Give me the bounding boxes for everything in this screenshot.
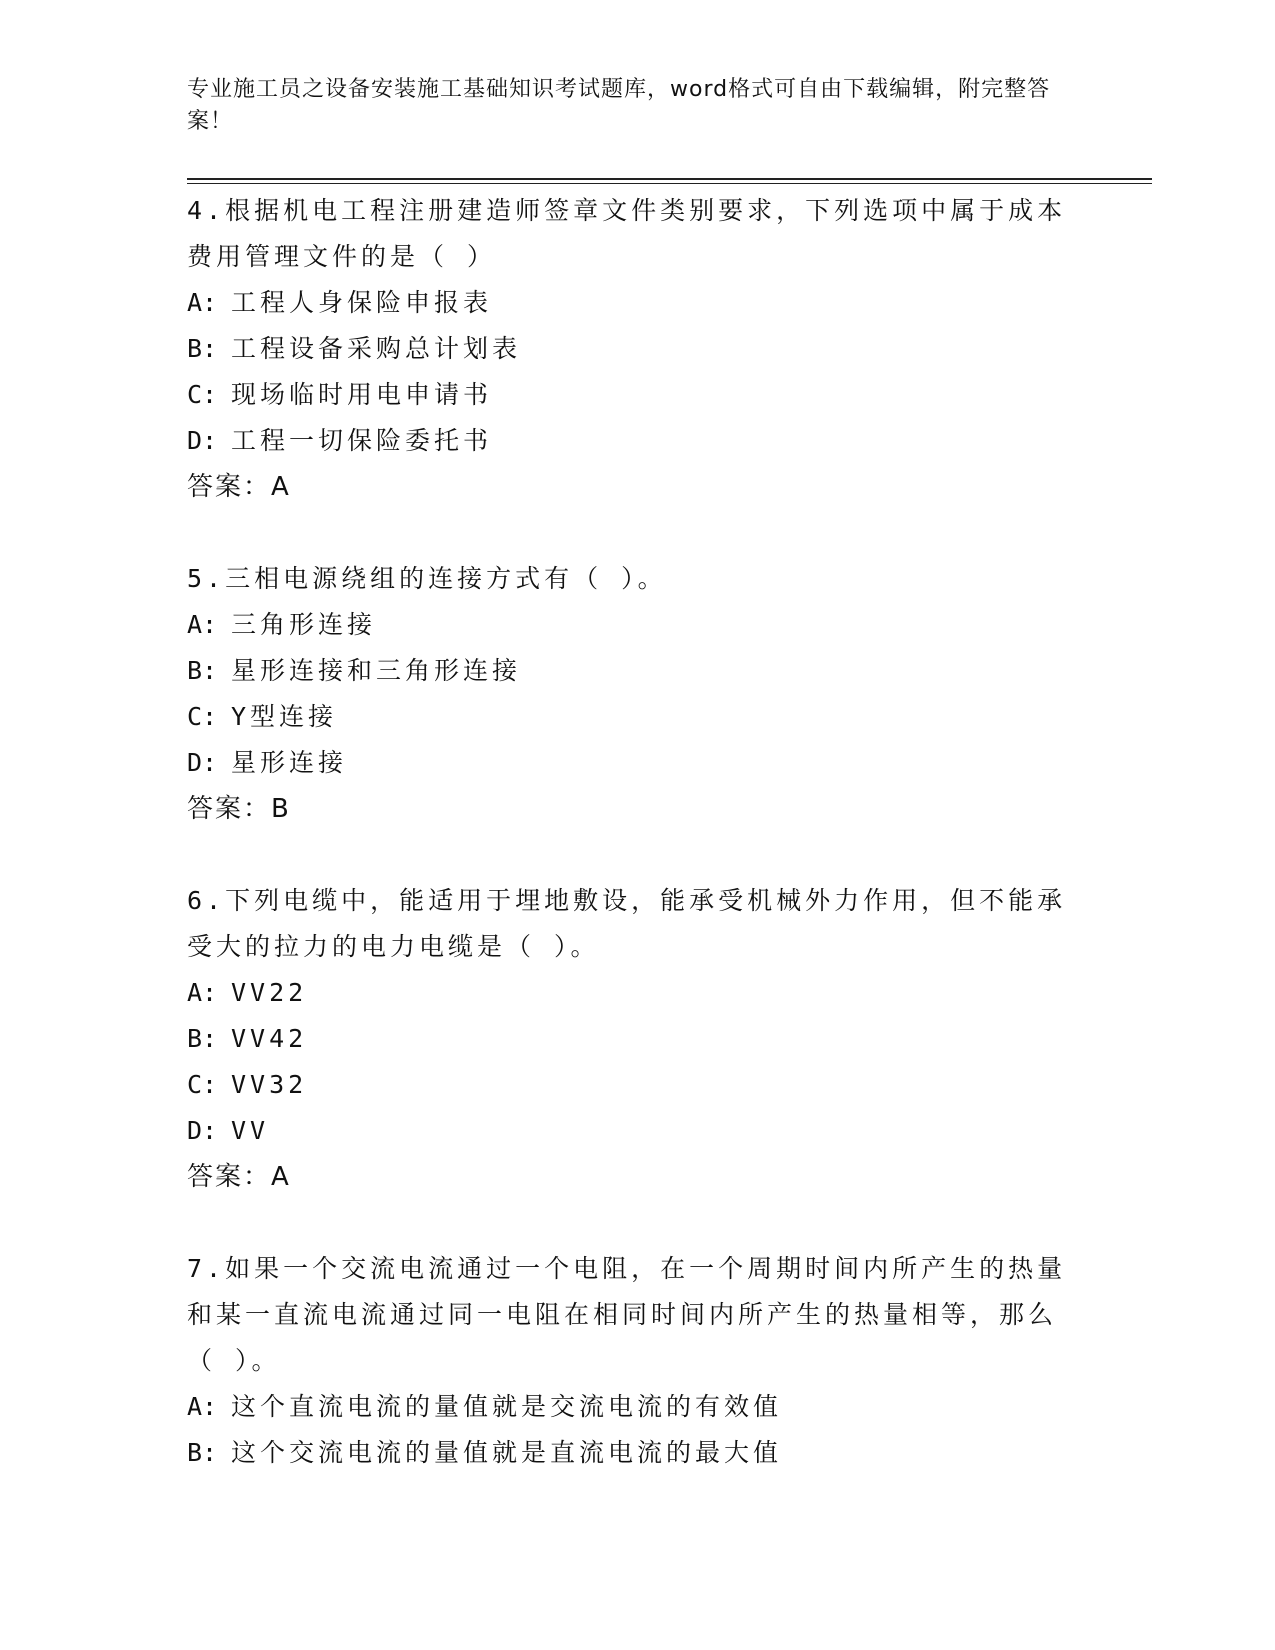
option-letter: A:: [187, 288, 218, 317]
option-letter: A:: [187, 610, 218, 639]
option-a: [187, 602, 1067, 648]
option-text: 星形连接和三角形连接: [231, 656, 522, 685]
question-text: 7.如果一个交流电流通过一个电阻，在一个周期时间内所产生的热量和某一直流电流通过同一电阻在相同时间内所产生的热量相等，那么（ ）。: [187, 1254, 1067, 1375]
header-rule-thick: [187, 178, 1152, 180]
option-letter: D:: [187, 1116, 218, 1145]
option-letter: C:: [187, 1070, 218, 1099]
answer: 答案：A: [187, 1162, 291, 1192]
option-text: VV32: [231, 1070, 308, 1099]
option-a: [187, 970, 1067, 1016]
option-letter: D:: [187, 748, 218, 777]
option-b: [187, 326, 1067, 372]
option-letter: C:: [187, 702, 218, 731]
option-c: [187, 694, 1067, 740]
answer: 答案：B: [187, 794, 291, 824]
option-b: [187, 1430, 1067, 1476]
question-6: [187, 878, 1067, 1200]
option-d: [187, 1108, 1067, 1154]
question-5: [187, 556, 1067, 832]
header-title: 专业施工员之设备安装施工基础知识考试题库，word格式可自由下载编辑，附完整答案！: [187, 77, 1051, 134]
option-b: [187, 1016, 1067, 1062]
option-letter: B:: [187, 334, 218, 363]
option-text: VV: [231, 1116, 270, 1145]
option-a: [187, 1384, 1067, 1430]
option-text: 工程人身保险申报表: [231, 288, 493, 317]
option-letter: A:: [187, 978, 218, 1007]
question-text: 4.根据机电工程注册建造师签章文件类别要求，下列选项中属于成本费用管理文件的是（ ）: [187, 196, 1067, 271]
option-a: [187, 280, 1067, 326]
option-c: [187, 372, 1067, 418]
option-letter: C:: [187, 380, 218, 409]
option-letter: B:: [187, 656, 218, 685]
header-rule-thin: [187, 183, 1152, 184]
option-text: VV42: [231, 1024, 308, 1053]
question-7: [187, 1246, 1067, 1476]
question-list: [187, 188, 1067, 1522]
option-b: [187, 648, 1067, 694]
option-text: 工程一切保险委托书: [231, 426, 493, 455]
option-c: [187, 1062, 1067, 1108]
option-letter: D:: [187, 426, 218, 455]
question-text: 5.三相电源绕组的连接方式有（ ）。: [187, 564, 667, 593]
option-text: 这个交流电流的量值就是直流电流的最大值: [231, 1438, 783, 1467]
option-text: VV22: [231, 978, 308, 1007]
option-letter: B:: [187, 1024, 218, 1053]
option-letter: B:: [187, 1438, 218, 1467]
option-text: 星形连接: [231, 748, 348, 777]
option-text: 这个直流电流的量值就是交流电流的有效值: [231, 1392, 783, 1421]
option-text: 现场临时用电申请书: [231, 380, 493, 409]
document-header: [187, 74, 1067, 138]
question-text: 6.下列电缆中，能适用于埋地敷设，能承受机械外力作用，但不能承受大的拉力的电力电缆是（ ）。: [187, 886, 1067, 961]
question-4: [187, 188, 1067, 510]
option-text: 三角形连接: [231, 610, 377, 639]
option-text: 工程设备采购总计划表: [231, 334, 522, 363]
answer: 答案：A: [187, 472, 291, 502]
option-letter: A:: [187, 1392, 218, 1421]
option-text: Y型连接: [231, 702, 338, 731]
option-d: [187, 740, 1067, 786]
option-d: [187, 418, 1067, 464]
